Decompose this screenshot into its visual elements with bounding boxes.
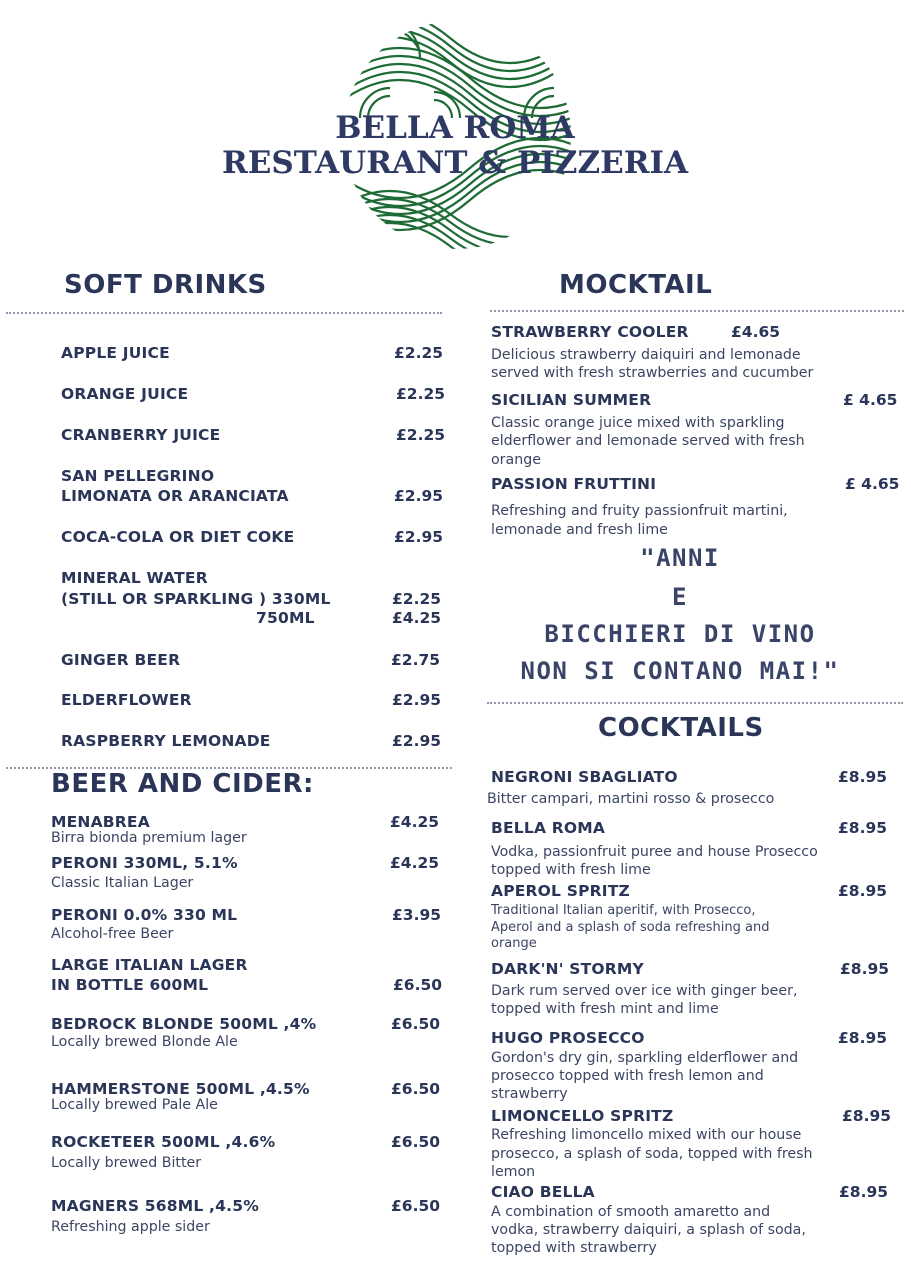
menu-item-price: £6.50 bbox=[391, 1015, 441, 1033]
menu-item-price: £ 4.65 bbox=[845, 475, 900, 493]
menu-item-price: £8.95 bbox=[838, 768, 888, 786]
menu-item-description: Locally brewed Blonde Ale bbox=[51, 1034, 238, 1050]
menu-item-description: Delicious strawberry daiquiri and lemonade bbox=[491, 347, 801, 363]
menu-item-description: lemonade and fresh lime bbox=[491, 522, 668, 538]
menu-item-name: SAN PELLEGRINO bbox=[61, 467, 215, 485]
menu-item-price: £ 4.65 bbox=[843, 391, 898, 409]
menu-item-description: Vodka, passionfruit puree and house Prosecco bbox=[491, 844, 818, 860]
menu-item-name: PASSION FRUTTINI bbox=[491, 475, 657, 493]
menu-item-price: £8.95 bbox=[842, 1107, 892, 1125]
menu-item-price: £4.25 bbox=[390, 813, 440, 831]
menu-item-price: £2.25 bbox=[396, 385, 446, 403]
menu-item-name: SICILIAN SUMMER bbox=[491, 391, 652, 409]
menu-item-description: Locally brewed Pale Ale bbox=[51, 1097, 218, 1113]
menu-item-price: £2.95 bbox=[392, 691, 442, 709]
cocktails-heading: COCKTAILS bbox=[598, 713, 764, 743]
menu-item-price: £6.50 bbox=[391, 1197, 441, 1215]
menu-item-price: £8.95 bbox=[838, 882, 888, 900]
menu-item-description: Classic orange juice mixed with sparkling bbox=[491, 415, 785, 431]
menu-item-price: £8.95 bbox=[838, 819, 888, 837]
restaurant-subtitle: RESTAURANT & PIZZERIA bbox=[221, 145, 689, 181]
menu-item-description: Locally brewed Bitter bbox=[51, 1155, 202, 1171]
divider bbox=[6, 312, 442, 314]
menu-item-price: £4.25 bbox=[390, 854, 440, 872]
menu-item-description: Traditional Italian aperitif, with Prosecco, bbox=[491, 903, 756, 918]
menu-item-name: NEGRONI SBAGLIATO bbox=[491, 768, 678, 786]
quote-line: NON SI CONTANO MAI!" bbox=[520, 657, 840, 685]
menu-item-name: COCA-COLA OR DIET COKE bbox=[61, 528, 295, 546]
menu-item-name: 750ML bbox=[256, 609, 315, 627]
menu-item-price: £2.25 bbox=[392, 590, 442, 608]
menu-item-description: Classic Italian Lager bbox=[51, 875, 194, 891]
menu-item-name: BELLA ROMA bbox=[491, 819, 606, 837]
menu-item-price: £2.75 bbox=[391, 651, 441, 669]
menu-item-description: orange bbox=[491, 936, 537, 951]
menu-item-name: ELDERFLOWER bbox=[61, 691, 192, 709]
menu-item-price: £2.95 bbox=[394, 487, 444, 505]
menu-item-description: prosecco topped with fresh lemon and bbox=[491, 1068, 764, 1084]
menu-item-name: APEROL SPRITZ bbox=[491, 882, 630, 900]
soft-drinks-heading: SOFT DRINKS bbox=[64, 270, 267, 300]
menu-item-price: £8.95 bbox=[840, 960, 890, 978]
menu-item-price: £8.95 bbox=[839, 1183, 889, 1201]
menu-item-name: LIMONATA OR ARANCIATA bbox=[61, 487, 289, 505]
menu-item-name: LARGE ITALIAN LAGER bbox=[51, 956, 248, 974]
menu-item-name: RASPBERRY LEMONADE bbox=[61, 732, 271, 750]
menu-item-name: (STILL OR SPARKLING ) 330ML bbox=[61, 590, 331, 608]
quote-line: E bbox=[672, 583, 688, 611]
menu-item-price: £4.25 bbox=[392, 609, 442, 627]
menu-item-price: £6.50 bbox=[391, 1080, 441, 1098]
menu-item-description: Alcohol-free Beer bbox=[51, 926, 174, 942]
menu-item-description: Gordon's dry gin, sparkling elderflower and bbox=[491, 1050, 799, 1066]
menu-item-name: DARK'N' STORMY bbox=[491, 960, 644, 978]
menu-item-description: prosecco, a splash of soda, topped with fresh bbox=[491, 1146, 813, 1162]
menu-item-name: APPLE JUICE bbox=[61, 344, 170, 362]
menu-item-price: £2.25 bbox=[396, 426, 446, 444]
menu-item-price: £6.50 bbox=[391, 1133, 441, 1151]
menu-item-name: MENABREA bbox=[51, 813, 150, 831]
menu-item-name: HUGO PROSECCO bbox=[491, 1029, 645, 1047]
menu-item-name: GINGER BEER bbox=[61, 651, 181, 669]
menu-item-name: MINERAL WATER bbox=[61, 569, 208, 587]
menu-item-description: vodka, strawberry daiquiri, a splash of soda, bbox=[491, 1222, 806, 1238]
restaurant-name: BELLA ROMA bbox=[335, 110, 575, 146]
menu-item-description: elderflower and lemonade served with fresh bbox=[491, 433, 805, 449]
quote-line: "ANNI bbox=[640, 544, 720, 572]
menu-item-description: served with fresh strawberries and cucumber bbox=[491, 365, 814, 381]
menu-item-price: £4.65 bbox=[731, 323, 781, 341]
menu-item-name: STRAWBERRY COOLER bbox=[491, 323, 689, 341]
menu-item-description: Refreshing apple sider bbox=[51, 1219, 210, 1235]
menu-item-description: Bitter campari, martini rosso & prosecco bbox=[487, 791, 775, 807]
divider bbox=[487, 702, 903, 704]
menu-item-name: CIAO BELLA bbox=[491, 1183, 595, 1201]
menu-item-name: MAGNERS 568ML ,4.5% bbox=[51, 1197, 259, 1215]
menu-item-description: Refreshing limoncello mixed with our house bbox=[491, 1127, 802, 1143]
menu-item-name: ROCKETEER 500ML ,4.6% bbox=[51, 1133, 276, 1151]
menu-item-description: topped with fresh mint and lime bbox=[491, 1001, 719, 1017]
menu-item-name: PERONI 0.0% 330 ML bbox=[51, 906, 238, 924]
menu-item-description: strawberry bbox=[491, 1086, 568, 1102]
menu-item-price: £6.50 bbox=[393, 976, 443, 994]
menu-item-description: lemon bbox=[491, 1164, 536, 1180]
menu-item-name: HAMMERSTONE 500ML ,4.5% bbox=[51, 1080, 310, 1098]
menu-item-name: CRANBERRY JUICE bbox=[61, 426, 221, 444]
menu-item-price: £2.95 bbox=[392, 732, 442, 750]
mocktail-heading: MOCKTAIL bbox=[559, 270, 713, 300]
menu-item-description: Birra bionda premium lager bbox=[51, 830, 247, 846]
menu-item-description: A combination of smooth amaretto and bbox=[491, 1204, 771, 1220]
menu-item-name: IN BOTTLE 600ML bbox=[51, 976, 209, 994]
divider bbox=[490, 310, 904, 312]
menu-item-price: £8.95 bbox=[838, 1029, 888, 1047]
menu-item-price: £2.95 bbox=[394, 528, 444, 546]
menu-item-name: ORANGE JUICE bbox=[61, 385, 189, 403]
menu-item-name: PERONI 330ML, 5.1% bbox=[51, 854, 238, 872]
menu-item-price: £3.95 bbox=[392, 906, 442, 924]
menu-item-description: orange bbox=[491, 452, 541, 468]
beer-cider-heading: BEER AND CIDER: bbox=[51, 769, 314, 799]
menu-item-name: BEDROCK BLONDE 500ML ,4% bbox=[51, 1015, 317, 1033]
menu-item-description: topped with strawberry bbox=[491, 1240, 657, 1256]
menu-item-name: LIMONCELLO SPRITZ bbox=[491, 1107, 674, 1125]
menu-item-description: Aperol and a splash of soda refreshing and bbox=[491, 920, 770, 935]
quote-line: BICCHIERI DI VINO bbox=[544, 620, 816, 648]
menu-item-description: Refreshing and fruity passionfruit martini, bbox=[491, 503, 788, 519]
menu-item-description: Dark rum served over ice with ginger beer, bbox=[491, 983, 798, 999]
menu-item-description: topped with fresh lime bbox=[491, 862, 651, 878]
menu-item-price: £2.25 bbox=[394, 344, 444, 362]
